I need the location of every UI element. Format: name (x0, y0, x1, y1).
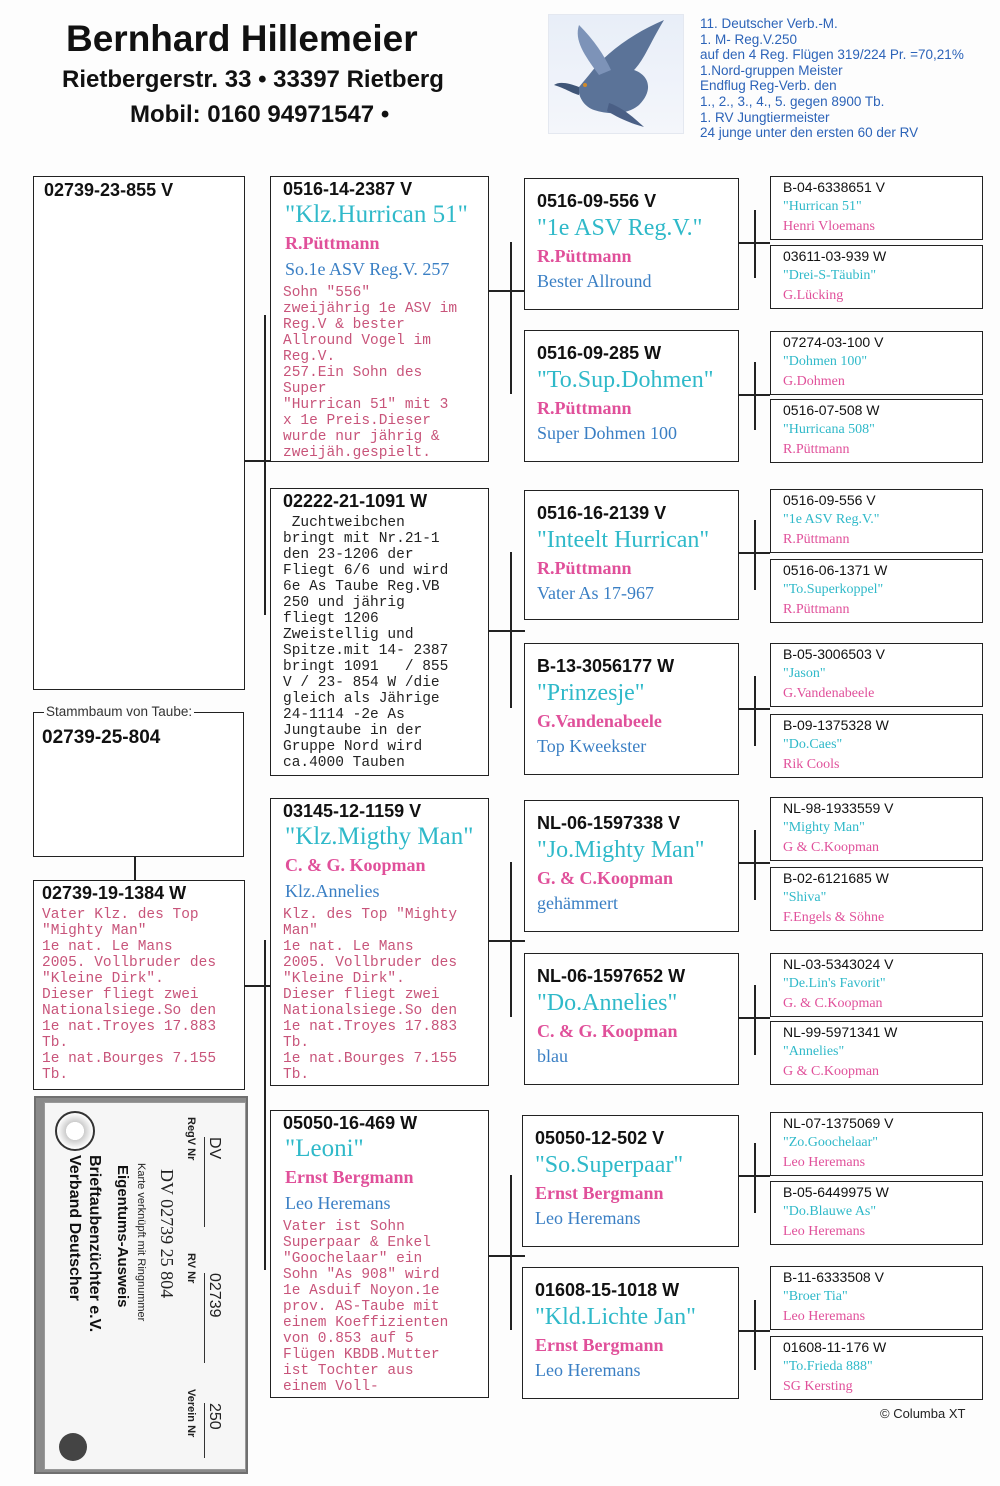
g4-name: "Hurrican 51" (783, 199, 862, 214)
g4-ring: NL-98-1933559 V (783, 800, 894, 816)
ggp-name: "Inteelt Hurrican" (537, 527, 710, 553)
ggp-ring: 0516-09-556 V (537, 191, 657, 211)
ggp-desc: Super Dohmen 100 (537, 423, 677, 443)
g4-ring: 01608-11-176 W (783, 1339, 887, 1355)
g4-name: "Jason" (783, 666, 826, 681)
ggp-name: "1e ASV Reg.V." (537, 215, 703, 241)
g4-name: "Shiva" (783, 890, 827, 905)
pigeon-stamp-icon (59, 1433, 87, 1461)
g4-name: "Drei-S-Täubin" (783, 268, 877, 283)
ggp-desc: blau (537, 1046, 568, 1066)
card-subtitle: Karte verknüpft mit Ringnummer (135, 1163, 147, 1322)
gp-breeder: R.Püttmann (285, 233, 380, 253)
g4-breeder: Henri Vloemans (783, 219, 875, 234)
g4-breeder: G & C.Koopman (783, 840, 880, 855)
card-label-regv: RegV Nr (185, 1117, 197, 1161)
g4-breeder: G.Lücking (783, 288, 844, 303)
copyright: © Columba XT (880, 1406, 966, 1421)
g4-box (770, 1336, 983, 1400)
g4-ring: 0516-07-508 W (783, 402, 880, 418)
card-label-rv: RV Nr (185, 1253, 197, 1284)
ggp-desc: Bester Allround (537, 271, 652, 291)
ggp-ring: 05050-12-502 V (535, 1128, 665, 1148)
ownership-card (34, 1096, 248, 1474)
ggp-ring: NL-06-1597652 W (537, 966, 686, 986)
g4-ring: 0516-09-556 V (783, 492, 876, 508)
card-val-regv: DV (204, 1137, 223, 1227)
g4-name: "Do.Blauwe As" (783, 1204, 877, 1219)
g4-box (770, 331, 983, 395)
ggp-breeder: R.Püttmann (537, 558, 632, 578)
g4-name: "Do.Caes" (783, 737, 843, 752)
g4-breeder: Leo Heremans (783, 1224, 866, 1239)
ggp-breeder: C. & G. Koopman (537, 1021, 678, 1041)
dam-text: Vater Klz. des Top "Mighty Man" 1e nat. Le Mans 2005. Vollbruder des "Kleine Dirk". Dieser fliegt zwei Nationalsiege.So den 1e nat.Troyes 17.883 Tb. 1e nat.Bourges 7.155 Tb. (42, 907, 217, 1083)
card-val-rv: 02739 (204, 1273, 223, 1363)
achievement-line: 24 junge unter den ersten 60 der RV (700, 125, 919, 141)
dam-box (33, 880, 245, 1090)
sire-box (33, 176, 245, 690)
g4-ring: 07274-03-100 V (783, 334, 884, 350)
g4-breeder: G.Dohmen (783, 374, 845, 389)
ggp-breeder: G.Vandenabeele (537, 711, 662, 731)
sire-ring: 02739-23-855 V (44, 180, 174, 200)
ggp-box (522, 1267, 739, 1399)
g4-breeder: SG Kersting (783, 1379, 853, 1394)
g4-box (770, 797, 983, 861)
ggp-breeder: Ernst Bergmann (535, 1183, 664, 1203)
ggp-box (524, 178, 739, 310)
card-org1: Verband Deutscher (66, 1155, 83, 1301)
g4-box (770, 399, 983, 463)
gp-text: Klz. des Top "Mighty Man" 1e nat. Le Mans 2005. Vollbruder des "Kleine Dirk". Dieser fliegt zwei Nationalsiege.So den 1e nat.Troyes 17.883 Tb. 1e nat.Bourges 7.155 Tb. (283, 907, 458, 1083)
ggp-ring: 0516-09-285 W (537, 343, 662, 363)
gp-name: "Leoni" (285, 1135, 364, 1162)
g4-ring: B-02-6121685 W (783, 870, 889, 886)
ggp-box (524, 490, 739, 620)
g4-box (770, 1181, 983, 1245)
ggp-desc: Leo Heremans (535, 1360, 641, 1380)
g4-breeder: G. & C.Koopman (783, 996, 883, 1011)
ggp-name: "Do.Annelies" (537, 990, 678, 1016)
ggp-desc: gehämmert (537, 893, 618, 913)
g4-box (770, 867, 983, 931)
g4-ring: 03611-03-939 W (783, 248, 887, 264)
gp-name: "Klz.Hurrican 51" (285, 201, 468, 228)
ggp-name: "Jo.Mighty Man" (537, 837, 705, 863)
g4-name: "Hurricana 508" (783, 422, 875, 437)
gp-desc: So.1e ASV Reg.V. 257 (285, 259, 450, 279)
ggp-breeder: G. & C.Koopman (537, 868, 674, 888)
achievement-line: 1.Nord-gruppen Meister (700, 62, 843, 78)
subject-box (33, 712, 244, 857)
dv-logo-icon (55, 1111, 95, 1151)
g4-ring: B-09-1375328 W (783, 717, 889, 733)
ggp-breeder: R.Püttmann (537, 398, 632, 418)
card-val-verein: 250 (204, 1403, 223, 1458)
g4-name: "To.Superkoppel" (783, 582, 884, 597)
achievement-line: 1. M- Reg.V.250 (700, 31, 798, 47)
g4-box (770, 176, 983, 240)
g4-ring: B-05-6449975 W (783, 1184, 889, 1200)
ggp-box (524, 330, 739, 462)
ggp-box (522, 1115, 739, 1247)
ggp-ring: B-13-3056177 W (537, 656, 675, 676)
gp-breeder: C. & G. Koopman (285, 855, 426, 875)
g4-name: "Dohmen 100" (783, 354, 868, 369)
gp-ring: 05050-16-469 W (283, 1113, 418, 1133)
g4-ring: 0516-06-1371 W (783, 562, 888, 578)
g4-box (770, 489, 983, 553)
achievements-list (700, 16, 995, 141)
card-org2: Brieftaubenzüchter e.V. (86, 1155, 103, 1333)
g4-breeder: R.Püttmann (783, 532, 850, 547)
ggp-breeder: R.Püttmann (537, 246, 632, 266)
grandparent-box (270, 176, 489, 462)
ggp-name: "So.Superpaar" (535, 1152, 684, 1178)
gp-ring: 0516-14-2387 V (283, 179, 413, 199)
ggp-desc: Leo Heremans (535, 1208, 641, 1228)
ggp-ring: NL-06-1597338 V (537, 813, 681, 833)
achievement-line: auf den 4 Reg. Flügen 319/224 Pr. =70,21% (700, 47, 964, 63)
g4-ring: NL-99-5971341 W (783, 1024, 898, 1040)
g4-breeder: G & C.Koopman (783, 1064, 880, 1079)
subject-label: Stammbaum von Taube: (46, 704, 193, 719)
ggp-desc: Vater As 17-967 (537, 583, 654, 603)
ggp-desc: Top Kweekster (537, 736, 647, 756)
g4-ring: NL-03-5343024 V (783, 956, 894, 972)
grandparent-box (270, 798, 489, 1086)
card-label-verein: Verein Nr (185, 1389, 197, 1438)
gp-desc: Klz.Annelies (285, 881, 380, 901)
ggp-name: "Prinzesje" (537, 680, 645, 706)
grandparent-box (270, 488, 489, 776)
ggp-name: "Kld.Lichte Jan" (535, 1304, 696, 1330)
g4-box (770, 1266, 983, 1330)
g4-ring: NL-07-1375069 V (783, 1115, 894, 1131)
ggp-box (524, 953, 739, 1085)
ggp-ring: 0516-16-2139 V (537, 503, 667, 523)
gp-text: Sohn "556" zweijährig 1e ASV im Reg.V & bester Allround Vogel im Reg.V. 257.Ein Sohn des Super "Hurrican 51" mit 3 x 1e Preis.Dieser wurde nur jährig & zweijäh.gespielt. (283, 285, 458, 461)
gp-ring: 03145-12-1159 V (283, 801, 422, 821)
g4-breeder: G.Vandenabeele (783, 686, 875, 701)
g4-name: "Broer Tia" (783, 1289, 848, 1304)
achievement-line: 1. RV Jungtiermeister (700, 109, 830, 125)
g4-breeder: R.Püttmann (783, 602, 850, 617)
gp-text: Vater ist Sohn Superpaar & Enkel "Goochelaar" ein Sohn "As 908" wird 1e Asduif Noyon.1e prov. AS-Taube mit einem Koeffizienten von 0.853 auf 5 Flügen KBDB.Mutter ist Tochter aus einem Voll- (283, 1219, 449, 1395)
g4-breeder: R.Püttmann (783, 442, 850, 457)
g4-box (770, 953, 983, 1017)
g4-box (770, 1112, 983, 1176)
gp-breeder: Ernst Bergmann (285, 1167, 414, 1187)
g4-box (770, 559, 983, 623)
g4-box (770, 714, 983, 778)
card-title: Eigentums-Ausweis (114, 1165, 131, 1308)
pigeon-photo (548, 14, 684, 134)
g4-ring: B-11-6333508 V (783, 1269, 884, 1285)
breeder-address: Rietbergerstr. 33 • 33397 Rietberg (62, 66, 444, 93)
g4-breeder: Rik Cools (783, 757, 840, 772)
g4-breeder: F.Engels & Söhne (783, 910, 885, 925)
achievement-line: 1., 2., 3., 4., 5. gegen 8900 Tb. (700, 93, 885, 109)
grandparent-box (270, 1110, 489, 1398)
breeder-mobile: Mobil: 0160 94971547 • (130, 101, 390, 128)
ggp-box (524, 800, 739, 932)
ggp-box (524, 643, 739, 775)
g4-breeder: Leo Heremans (783, 1155, 866, 1170)
g4-name: "Mighty Man" (783, 820, 865, 835)
g4-name: "Annelies" (783, 1044, 845, 1059)
gp-name: "Klz.Migthy Man" (285, 823, 474, 850)
g4-ring: B-05-3006503 V (783, 646, 885, 662)
g4-name: "To.Frieda 888" (783, 1359, 873, 1374)
achievement-line: 11. Deutscher Verb.-M. (700, 16, 838, 31)
breeder-name: Bernhard Hillemeier (66, 18, 418, 59)
ggp-ring: 01608-15-1018 W (535, 1280, 680, 1300)
ggp-name: "To.Sup.Dohmen" (537, 367, 714, 393)
subject-ring: 02739-25-804 (42, 727, 161, 748)
g4-box (770, 1021, 983, 1085)
gp-ring: 02222-21-1091 W (283, 491, 428, 511)
card-ringnr: DV 02739 25 804 (157, 1169, 177, 1299)
g4-box (770, 643, 983, 707)
ggp-breeder: Ernst Bergmann (535, 1335, 664, 1355)
g4-ring: B-04-6338651 V (783, 179, 885, 195)
gp-text: Zuchtweibchen bringt mit Nr.21-1 den 23-1206 der Fliegt 6/6 und wird 6e As Taube Reg.VB 250 und jährig fliegt 1206 Zweistellig und Spitze.mit 14- 2387 bringt 1091 / 855 V / 23- 854 W /die gleich als Jährige 24-1114 -2e As Jungtaube in der Gruppe Nord wird ca.4000 Tauben (283, 515, 449, 771)
g4-name: "Zo.Goochelaar" (783, 1135, 878, 1150)
g4-name: "De.Lin's Favorit" (783, 976, 886, 991)
g4-box (770, 245, 983, 309)
g4-name: "1e ASV Reg.V." (783, 512, 880, 527)
dam-ring: 02739-19-1384 W (42, 883, 187, 903)
gp-desc: Leo Heremans (285, 1193, 391, 1213)
achievement-line: Endflug Reg-Verb. den (700, 78, 837, 94)
g4-breeder: Leo Heremans (783, 1309, 866, 1324)
